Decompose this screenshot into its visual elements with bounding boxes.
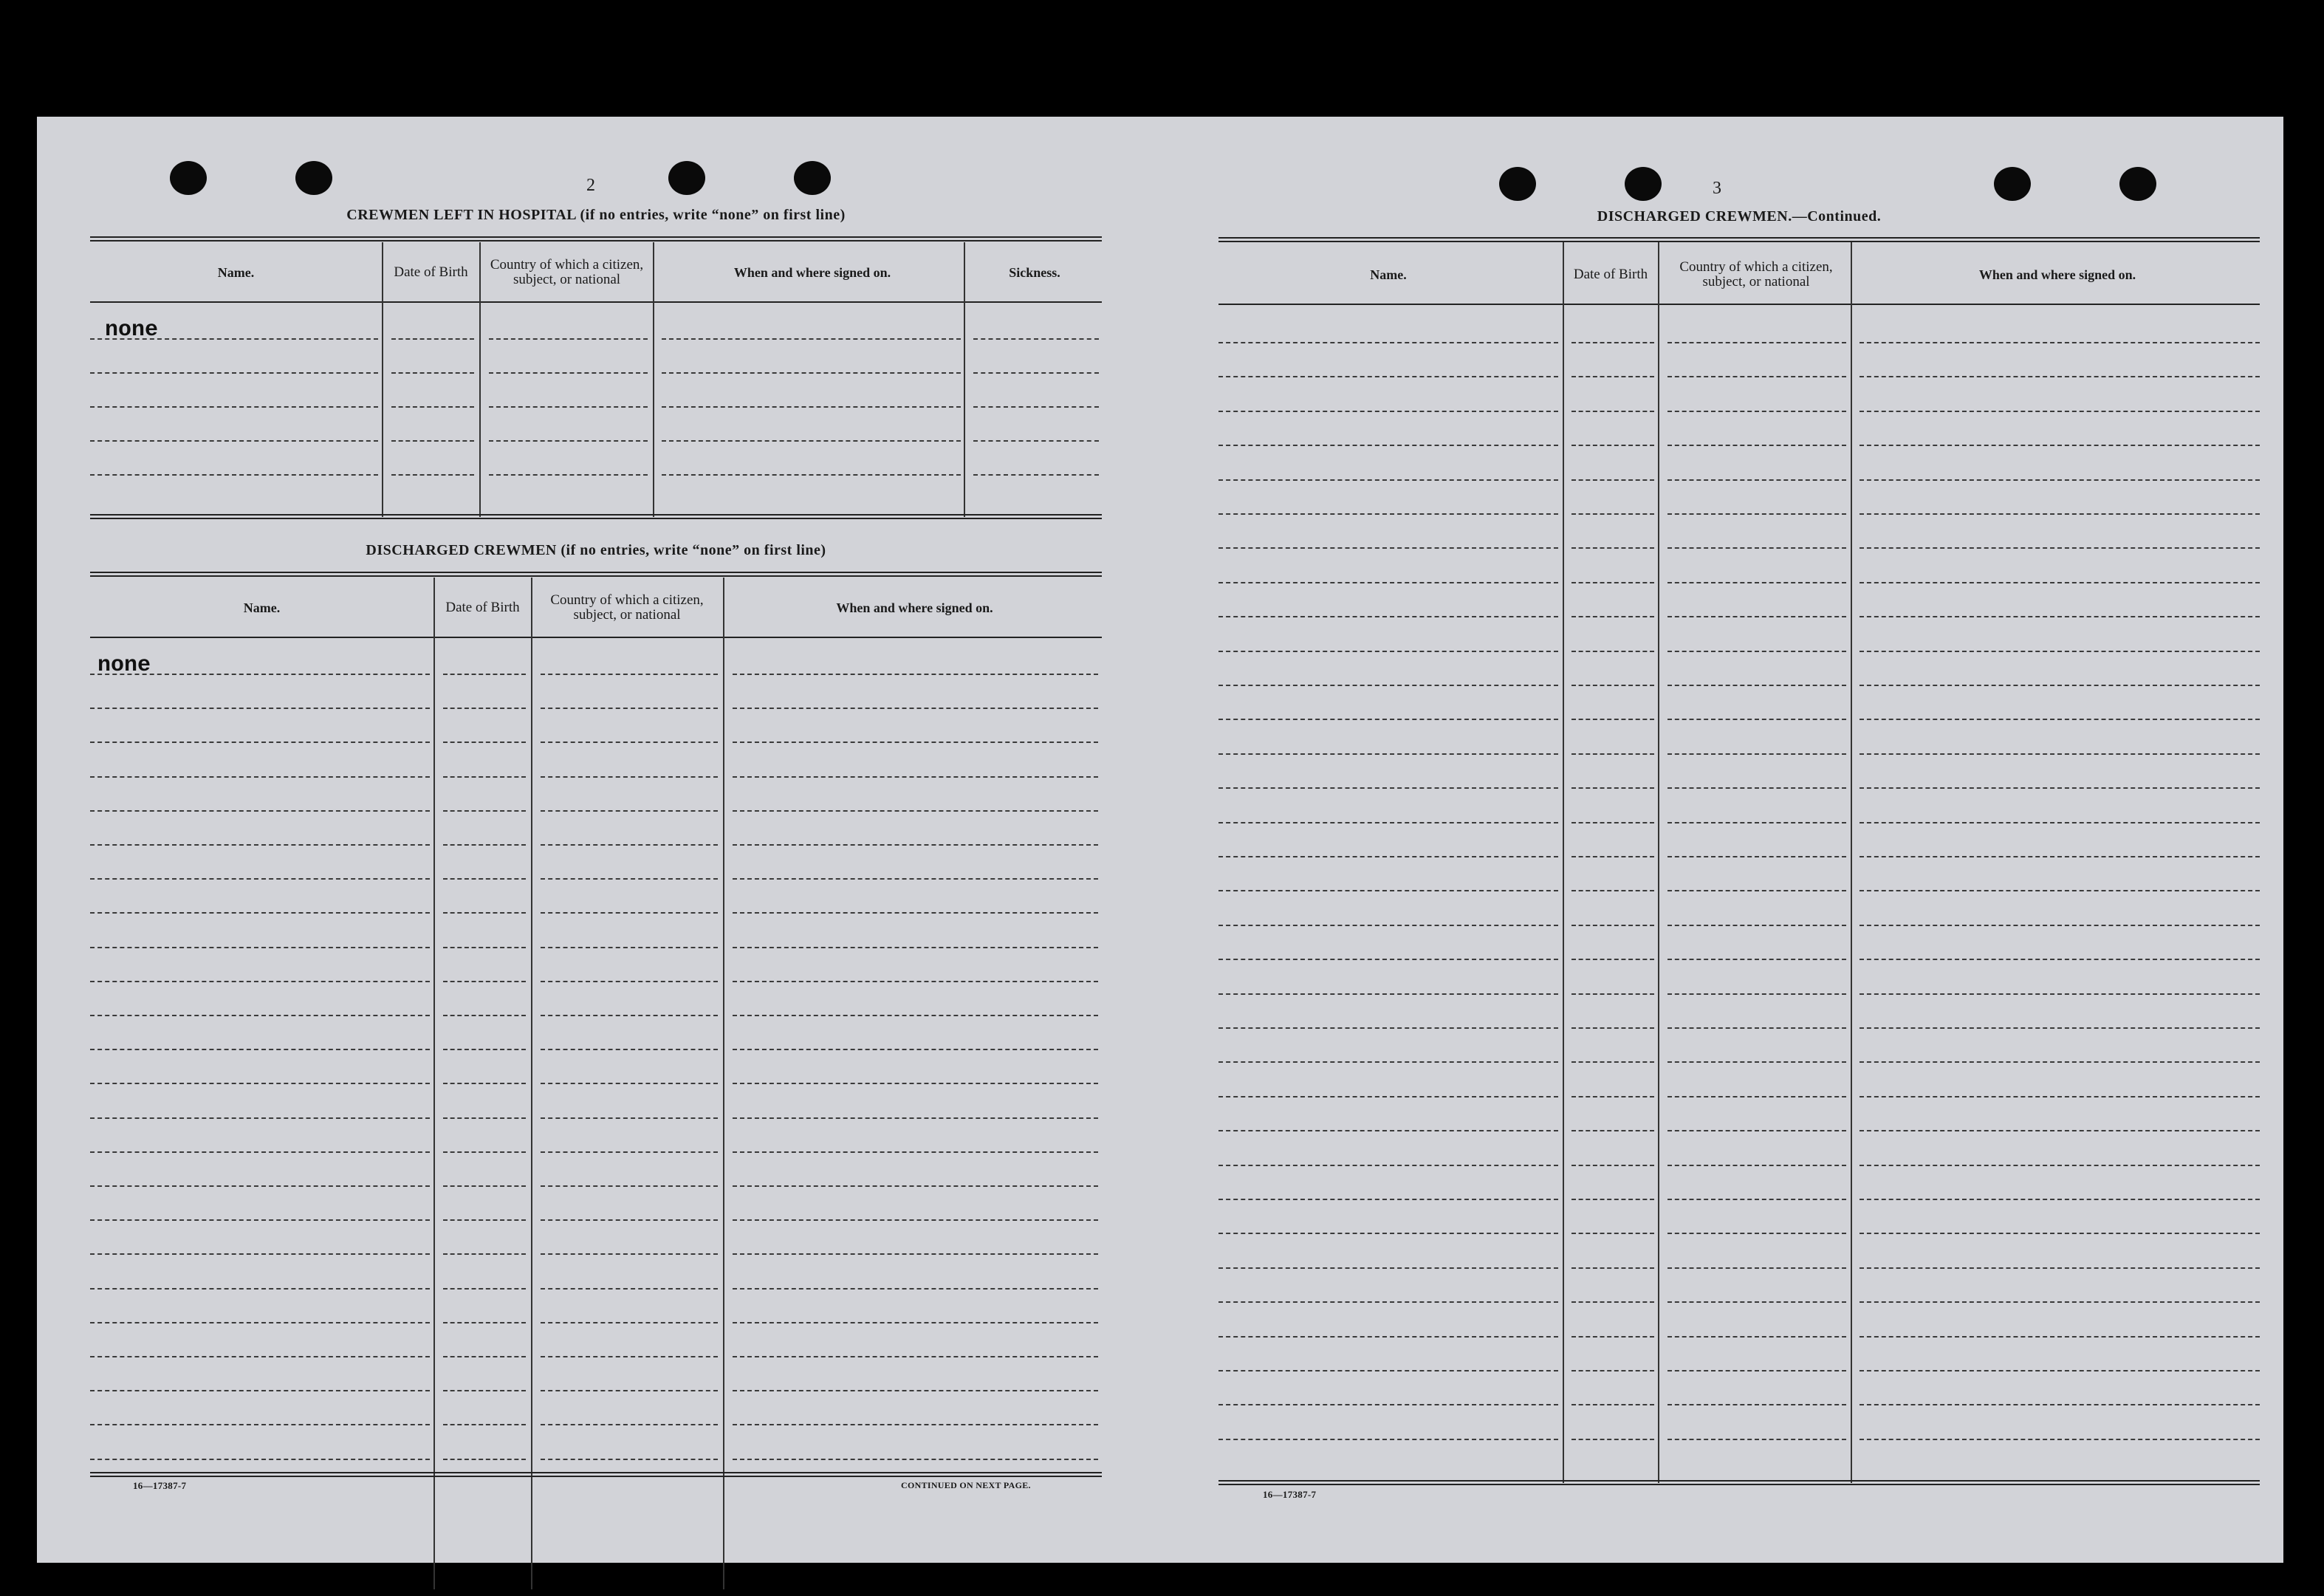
ruled-line — [1218, 616, 1558, 617]
discharged-col-name: Name. — [243, 600, 281, 615]
ruled-line — [1859, 616, 2260, 617]
ruled-line — [1667, 1165, 1846, 1166]
right-col-name: Name. — [1370, 267, 1407, 282]
ruled-line — [1571, 822, 1654, 823]
ruled-line — [1218, 1130, 1558, 1131]
ruled-line — [1859, 753, 2260, 755]
ruled-line — [1859, 1301, 2260, 1303]
ruled-line — [1859, 376, 2260, 377]
ruled-line — [1218, 890, 1558, 891]
ruled-line — [1571, 925, 1654, 926]
ruled-line — [1667, 685, 1846, 686]
ruled-line — [1571, 1404, 1654, 1405]
ruled-line — [1859, 1439, 2260, 1440]
right-bottom-rule — [1218, 1480, 2260, 1485]
ruled-line — [1218, 582, 1558, 583]
ruled-line — [1859, 1061, 2260, 1063]
ruled-line — [1571, 1130, 1654, 1131]
ruled-line — [1218, 445, 1558, 446]
ruled-line — [1859, 1233, 2260, 1234]
column-divider — [1851, 242, 1852, 1483]
ruled-line — [1218, 1199, 1558, 1200]
ruled-line — [1667, 1061, 1846, 1063]
ruled-line — [1859, 582, 2260, 583]
ruled-line — [1667, 787, 1846, 789]
right-col-dob: Date of Birth — [1573, 267, 1648, 282]
ruled-line — [1859, 1027, 2260, 1029]
ruled-line — [1571, 479, 1654, 481]
ruled-line — [1667, 411, 1846, 412]
ruled-line — [1859, 1370, 2260, 1371]
column-divider — [1563, 242, 1564, 1483]
ruled-line — [1667, 1301, 1846, 1303]
discharged-col-signed: When and where signed on. — [836, 600, 993, 615]
ruled-line — [1667, 376, 1846, 377]
ruled-line — [1859, 1404, 2260, 1405]
ruled-line — [1859, 685, 2260, 686]
page-number: 3 — [1713, 179, 1721, 198]
hospital-col-signed: When and where signed on. — [733, 265, 891, 280]
ruled-line — [1218, 342, 1558, 343]
ruled-line — [1571, 1027, 1654, 1029]
ruled-line — [1859, 1130, 2260, 1131]
ruled-line — [1571, 376, 1654, 377]
ruled-line — [1667, 445, 1846, 446]
ruled-line — [1667, 959, 1846, 960]
discharged-entry: none — [97, 653, 151, 678]
page-number: 2 — [586, 176, 595, 195]
ruled-line — [1667, 1130, 1846, 1131]
discharged-col-dob: Date of Birth — [445, 600, 520, 615]
continued-note: CONTINUED ON NEXT PAGE. — [901, 1480, 1031, 1490]
ruled-line — [1571, 1233, 1654, 1234]
discharged-section-title: DISCHARGED CREWMEN (if no entries, write “none” on first line) — [366, 542, 826, 558]
ruled-line — [1218, 411, 1558, 412]
ruled-line — [1667, 1336, 1846, 1338]
ruled-line — [1571, 1439, 1654, 1440]
ruled-line — [1571, 1165, 1654, 1166]
ruled-line — [1571, 411, 1654, 412]
ruled-line — [1571, 1267, 1654, 1269]
ruled-line — [1859, 993, 2260, 995]
ruled-line — [1667, 753, 1846, 755]
ruled-line — [1667, 719, 1846, 720]
ruled-line — [1218, 1267, 1558, 1269]
ruled-line — [1571, 719, 1654, 720]
ruled-line — [1571, 1301, 1654, 1303]
ruled-line — [1571, 685, 1654, 686]
hospital-col-dob: Date of Birth — [394, 264, 468, 280]
ruled-line — [1571, 1199, 1654, 1200]
ruled-line — [1218, 1336, 1558, 1338]
ruled-line — [1667, 1267, 1846, 1269]
hospital-entry: none — [105, 318, 159, 343]
column-divider — [1658, 242, 1659, 1483]
ruled-line — [1571, 445, 1654, 446]
hospital-col-country: Country of which a citizen, subject, or national — [490, 257, 644, 287]
ruled-line — [1571, 582, 1654, 583]
ruled-line — [1859, 925, 2260, 926]
ruled-line — [1218, 993, 1558, 995]
ruled-line — [1218, 651, 1558, 652]
ruled-line — [1667, 856, 1846, 857]
ruled-line — [1571, 787, 1654, 789]
ruled-line — [1859, 651, 2260, 652]
ruled-line — [1859, 1096, 2260, 1097]
ruled-line — [1218, 376, 1558, 377]
right-col-signed: When and where signed on. — [1978, 267, 2136, 282]
ruled-line — [1571, 890, 1654, 891]
right-header-bottom — [1218, 304, 2260, 305]
ruled-line — [1571, 1370, 1654, 1371]
ruled-line — [1571, 959, 1654, 960]
ruled-line — [1218, 1096, 1558, 1097]
ruled-line — [1859, 787, 2260, 789]
ruled-line — [1859, 342, 2260, 343]
ruled-line — [1859, 1336, 2260, 1338]
ruled-line — [1667, 479, 1846, 481]
ruled-line — [1571, 342, 1654, 343]
ruled-line — [1571, 1061, 1654, 1063]
ruled-line — [1859, 1267, 2260, 1269]
ruled-line — [1667, 1199, 1846, 1200]
ruled-line — [1667, 1233, 1846, 1234]
ruled-line — [1859, 856, 2260, 857]
ruled-line — [1667, 822, 1846, 823]
ruled-line — [1859, 1199, 2260, 1200]
right-header-rule — [1218, 237, 2260, 242]
hospital-col-sickness: Sickness. — [1009, 265, 1060, 280]
ruled-line — [1859, 513, 2260, 515]
ruled-line — [1859, 479, 2260, 481]
ruled-line — [1571, 651, 1654, 652]
ruled-line — [1667, 616, 1846, 617]
ruled-line — [1859, 547, 2260, 549]
ruled-line — [1667, 342, 1846, 343]
ruled-line — [1218, 1370, 1558, 1371]
ruled-line — [1218, 753, 1558, 755]
ruled-line — [1667, 582, 1846, 583]
ruled-line — [1218, 787, 1558, 789]
ruled-line — [1667, 651, 1846, 652]
ruled-line — [1859, 719, 2260, 720]
form-code: 16—17387-7 — [133, 1480, 187, 1491]
ruled-line — [1571, 513, 1654, 515]
scanned-form — [37, 117, 2283, 1563]
ruled-line — [1218, 925, 1558, 926]
ruled-line — [1218, 479, 1558, 481]
ruled-line — [1218, 685, 1558, 686]
ruled-line — [1667, 890, 1846, 891]
ruled-line — [1218, 719, 1558, 720]
ruled-line — [1218, 1233, 1558, 1234]
ruled-line — [1859, 822, 2260, 823]
ruled-line — [1218, 1165, 1558, 1166]
ruled-line — [1571, 616, 1654, 617]
ruled-line — [1859, 1165, 2260, 1166]
ruled-line — [1218, 1404, 1558, 1405]
ruled-line — [1218, 959, 1558, 960]
ruled-line — [1218, 1301, 1558, 1303]
ruled-line — [1218, 513, 1558, 515]
ruled-line — [1859, 959, 2260, 960]
ruled-line — [1218, 822, 1558, 823]
ruled-line — [1571, 753, 1654, 755]
ruled-line — [1571, 1336, 1654, 1338]
ruled-line — [1218, 856, 1558, 857]
ruled-line — [1218, 1027, 1558, 1029]
right-page — [37, 117, 2283, 1563]
ruled-line — [1667, 1370, 1846, 1371]
ruled-line — [1218, 1061, 1558, 1063]
ruled-line — [1571, 547, 1654, 549]
ruled-line — [1667, 1404, 1846, 1405]
ruled-line — [1667, 547, 1846, 549]
ruled-line — [1859, 411, 2260, 412]
ruled-line — [1571, 993, 1654, 995]
ruled-line — [1667, 1439, 1846, 1440]
ruled-line — [1667, 925, 1846, 926]
ruled-line — [1667, 513, 1846, 515]
ruled-line — [1667, 1027, 1846, 1029]
ruled-line — [1667, 1096, 1846, 1097]
ruled-line — [1571, 856, 1654, 857]
right-col-country: Country of which a citizen, subject, or national — [1679, 259, 1833, 290]
ruled-line — [1218, 547, 1558, 549]
ruled-line — [1859, 445, 2260, 446]
hospital-section-title: CREWMEN LEFT IN HOSPITAL (if no entries, write “none” on first line) — [346, 207, 846, 223]
ruled-line — [1859, 890, 2260, 891]
ruled-line — [1218, 1439, 1558, 1440]
form-code: 16—17387-7 — [1263, 1489, 1317, 1500]
continued-section-title: DISCHARGED CREWMEN.—Continued. — [1597, 208, 1882, 225]
hospital-col-name: Name. — [217, 265, 255, 280]
discharged-col-country: Country of which a citizen, subject, or national — [550, 592, 704, 623]
ruled-line — [1667, 993, 1846, 995]
ruled-line — [1571, 1096, 1654, 1097]
